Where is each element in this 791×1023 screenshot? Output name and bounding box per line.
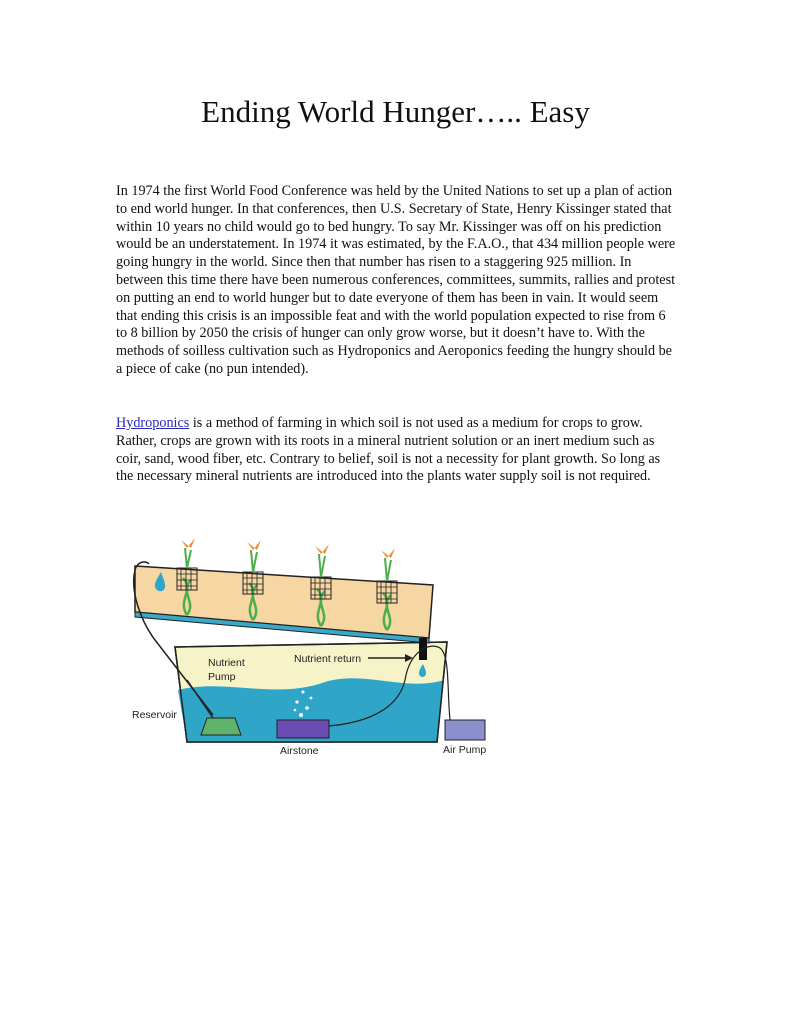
- label-nutrient-pump-2: Pump: [208, 671, 236, 683]
- hydroponics-paragraph: [116, 415, 676, 486]
- label-nutrient-return: Nutrient return: [294, 653, 362, 665]
- intro-paragraph: In 1974 the first World Food Conference was held by the United Nations to set up a plan of action to end world hunger. In that conferences, then U.S. Secretary of State, Henry Kissinger stated that within 10 years no child would go to bed hungry. To say Mr. Kissinger was off on his prediction would be an understatement. In 1974 it was estimated, by the F.A.O., that 434 million people were going hungry in the world. Since then that number has risen to a staggering 925 million. In between this time there have been numerous conferences, committees, summits, rallies and protest on putting an end to world hunger but to date everyone of them has been in vain. It would seem that ending this crisis is an impossible feat and with the world population expected to rise from 6 to 8 billion by 2050 the crisis of hunger can only grow worse, but it doesn’t have to. With the methods of soilless cultivation such as Hydroponics and Aeroponics feeding the hungry should be a piece of cake (no pun intended).: [116, 183, 676, 377]
- hydroponics-paragraph-text: is a method of farming in which soil is not used as a medium for crops to grow. Rather, crops are grown with its roots in a mineral nutrient solution or an inert medium such as coir, sand, wood fiber, etc. Contrary to belief, soil is not a necessity for plant growth. So long as the necessary mineral nutrients are introduced into the plants water supply soil is not required.: [116, 415, 661, 485]
- label-air-pump: Air Pump: [443, 744, 487, 756]
- label-airstone: Airstone: [280, 745, 319, 757]
- hydroponics-diagram: [125, 530, 505, 765]
- label-nutrient-pump-1: Nutrient: [208, 657, 245, 669]
- airstone: [277, 720, 329, 738]
- page-title: Ending World Hunger….. Easy: [201, 94, 590, 129]
- air-pump: [445, 720, 485, 740]
- nutrient-pump: [201, 718, 241, 735]
- hydroponics-link[interactable]: Hydroponics: [116, 415, 190, 431]
- label-reservoir: Reservoir: [132, 709, 177, 721]
